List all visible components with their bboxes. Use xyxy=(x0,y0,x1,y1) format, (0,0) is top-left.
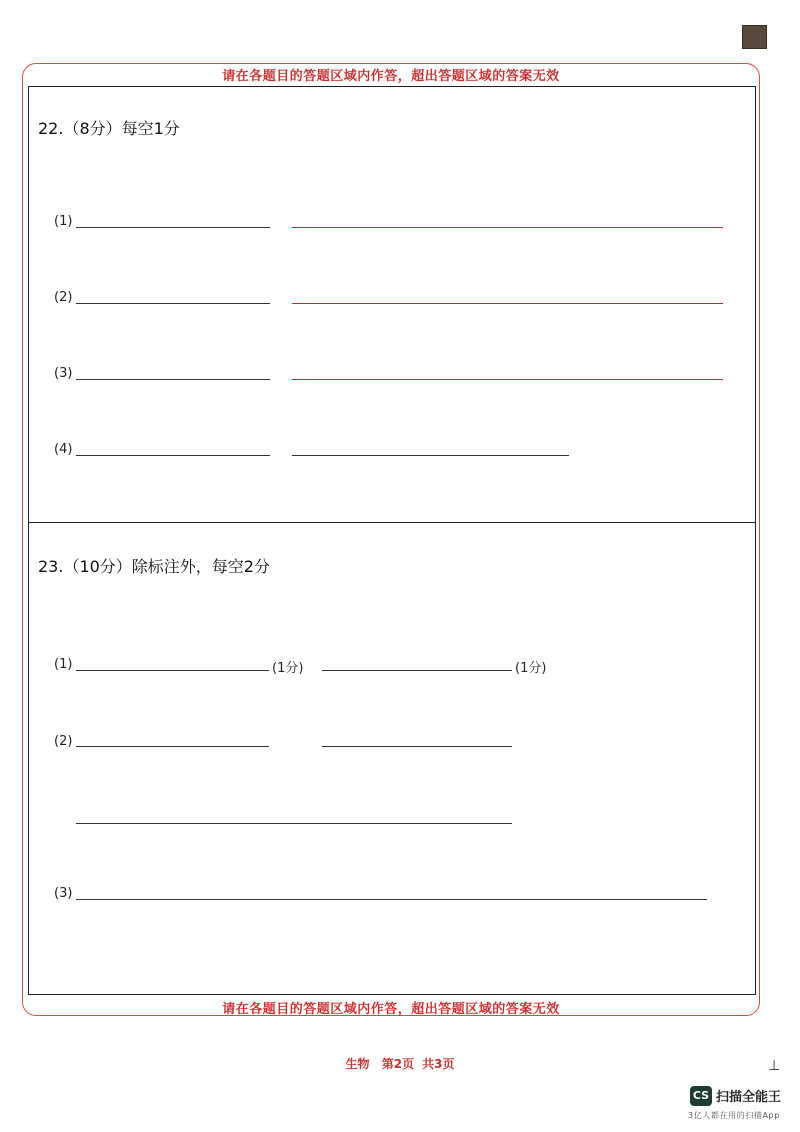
q23-1-blank-b[interactable] xyxy=(322,670,512,671)
q23-2-blank-c[interactable] xyxy=(76,823,512,824)
warning-text-bottom: 请在各题目的答题区域内作答，超出答题区域的答案无效 xyxy=(222,1002,560,1017)
footer-total: 共3页 xyxy=(422,1057,455,1071)
q22-1-blank-a[interactable] xyxy=(76,227,270,228)
q23-label-2: (2) xyxy=(54,734,73,749)
q22-4-blank-a[interactable] xyxy=(76,455,270,456)
q22-3-blank-a[interactable] xyxy=(76,379,270,380)
question-divider xyxy=(28,522,756,523)
q23-1-blank-a[interactable] xyxy=(76,670,269,671)
q23-1-points-a: (1分) xyxy=(272,661,304,676)
footer-page: 第2页 xyxy=(381,1057,415,1071)
q22-title: 22.（8分）每空1分 xyxy=(38,119,180,138)
camscanner-name: 扫描全能王 xyxy=(716,1090,782,1105)
q23-label-1: (1) xyxy=(54,657,73,672)
q22-2-blank-a[interactable] xyxy=(76,303,270,304)
page-footer xyxy=(0,1055,800,1072)
q22-label-1: (1) xyxy=(54,214,73,229)
footer-subject: 生物 xyxy=(345,1057,370,1071)
corner-registration-mark xyxy=(742,25,767,49)
q22-4-blank-b[interactable] xyxy=(292,455,569,456)
camscanner-tagline: 3亿人都在用的扫描App xyxy=(688,1111,780,1120)
q22-2-blank-b[interactable] xyxy=(292,303,723,304)
q23-3-blank[interactable] xyxy=(76,899,707,900)
warning-text-top: 请在各题目的答题区域内作答，超出答题区域的答案无效 xyxy=(222,69,560,84)
q23-2-blank-a[interactable] xyxy=(76,746,269,747)
q22-label-2: (2) xyxy=(54,290,73,305)
q22-3-blank-b[interactable] xyxy=(292,379,723,380)
q22-label-4: (4) xyxy=(54,442,73,457)
camscanner-logo-icon: CS xyxy=(690,1086,712,1106)
q23-title: 23.（10分）除标注外，每空2分 xyxy=(38,557,270,576)
corner-tick-mark: ⊥ xyxy=(768,1058,781,1074)
q23-1-points-b: (1分) xyxy=(515,661,547,676)
q23-2-blank-b[interactable] xyxy=(322,746,512,747)
q22-label-3: (3) xyxy=(54,366,73,381)
q22-1-blank-b[interactable] xyxy=(292,227,723,228)
answer-box xyxy=(28,86,756,995)
q23-label-3: (3) xyxy=(54,886,73,901)
